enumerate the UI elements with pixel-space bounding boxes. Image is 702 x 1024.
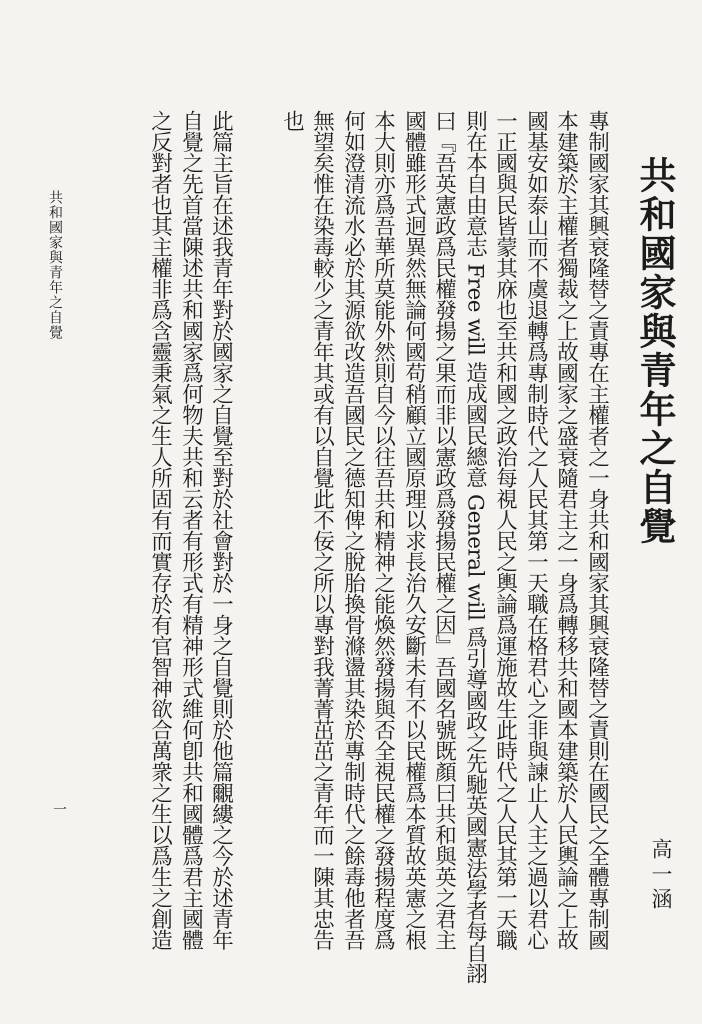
body-column: 本建築於主權者獨裁之上故國家之盛衰隨君主之一身爲轉移共和國本建築於人民輿論之上故 [553,110,579,950]
body-column: 則在本自由意志 Free will 造成國民總意 General will 爲引導國政之先馳英國憲法學者每自詡 [462,110,488,984]
body-column: 自覺之先首當陳述共和國家爲何物夫共和云者有形式有精神形式維何卽共和國體爲君主國體 [178,110,204,950]
body-column: 國體雖形式迥異然無論何國苟稍顧立國原理以求長治久安斷未有不以民權爲本質故英憲之根 [401,110,427,950]
author-name: 高一涵 [649,838,673,913]
body-column: 曰『吾英憲政爲民權發揚之果而非以憲政爲發揚民權之因』吾國名號既顏曰共和與英之君主 [431,110,457,950]
body-column: 此篇主旨在述我青年對於國家之自覺至對於社會對於一身之自覺則於他篇覼縷之今於述青年 [208,110,234,950]
article-title: 共和國家與青年之自覺 [633,156,677,546]
body-column: 之反對者也其主權非爲含靈秉氣之生人所固有而實存於有官智神欲合萬衆之生以爲生之創造 [147,110,173,950]
page-number: 一 [51,802,67,816]
body-column: 也 [279,110,305,131]
body-column: 一正國與民皆蒙其庥也至共和國之政治每視人民之輿論爲運施故生此時代之人民其第一天職 [492,110,518,950]
body-column: 國基安如泰山而不虞退轉爲專制時代之人民其第一天職在格君心之非與諫止人主之過以君心 [523,110,549,950]
running-head: 共和國家與青年之自覺 [47,190,63,340]
body-column: 何如澄清流水必於其源欲改造吾國民之德知俾之脫胎換骨滌盪其染於專制時代之餘毒他者吾 [340,110,366,950]
body-column: 無望矣惟在染毒較少之青年其或有以自覺此不佞之所以專對我菁菁茁茁之青年而一陳其忠告 [309,110,335,950]
body-column: 本大則亦爲吾華所莫能外然則自今以往吾共和精神之能煥然發揚與否全視民權之發揚程度爲 [370,110,396,950]
body-column: 專制國家其興衰隆替之責專在主權者之一身共和國家其興衰隆替之責則在國民之全體專制國 [584,110,610,950]
